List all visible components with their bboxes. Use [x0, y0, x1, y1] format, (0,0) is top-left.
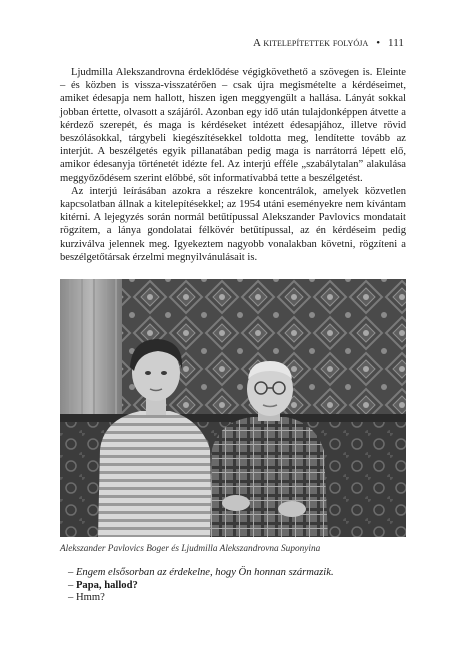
body-text	[60, 66, 406, 264]
paragraph-1: Ljudmilla Alekszandrovna érdeklődése végigkövethető a szövegen is. Eleinte – és közben is vissza-visszatérően – csak újra megismételte a kérdéseimet, amiket édesapja nem hallott, hiszen igen meggyengült a hallása. Lányát sokkal jobban értette, olvasott a szájáról. Azonban egy idő után tulajdonképpen átvette a kérdező szerepét, és maga is kérdéseket intézett édesapjához, illetve rövid beszólásokkal, tárgybeli kiegészítésekkel toldotta meg, lendítette tovább az interjút. A beszélgetés egyik pillanatában pedig maga is narrátorrá lépett elő, amikor édesanyja történetét idézte fel. Az interjú efféle „szabálytalan” alakulása meggyőződésem szerint előbbé, sőt informatívabbá tette a beszélgetést.	[60, 67, 406, 184]
dialog-line-daughter	[68, 580, 408, 593]
running-title: A kitelepítettek folyója	[253, 37, 369, 49]
photograph	[60, 279, 406, 537]
page-number: 111	[388, 37, 404, 49]
photo-caption: Alekszander Pavlovics Boger és Ljudmilla Alekszandrovna Suponyina	[60, 544, 321, 554]
dialog-text: Papa, hallod?	[75, 579, 138, 591]
dialog-dash: –	[68, 579, 76, 591]
dialog-line-question	[68, 567, 408, 580]
dialog-dash: –	[68, 567, 76, 578]
dialog-text: Hmm?	[75, 592, 105, 604]
interview-dialog	[68, 567, 408, 605]
header-bullet: •	[376, 37, 381, 49]
dialog-line-father	[68, 592, 408, 605]
running-header	[70, 37, 404, 49]
photo-illustration	[60, 279, 406, 537]
paragraph-2: Az interjú leírásában azokra a részekre koncentrálok, amelyek közvetlen kapcsolatban állnak a kitelepítésekkel; az 1954 utáni eseményekre nem kívántam kitérni. A lejegyzés során normál betűtípussal Alekszander Pavlovics mondatait rögzítem, a lánya gondolatai félkövér betűtípussal, az én kérdéseim pedig kurziválva jelennek meg. Igyekeztem nagyobb vonalakban követni, rögzíteni a beszélgetőtársak érzelmi megnyilvánulásait is.	[60, 185, 406, 263]
dialog-dash: –	[68, 592, 76, 604]
dialog-text: Engem elsősorban az érdekelne, hogy Ön honnan származik.	[75, 567, 334, 578]
